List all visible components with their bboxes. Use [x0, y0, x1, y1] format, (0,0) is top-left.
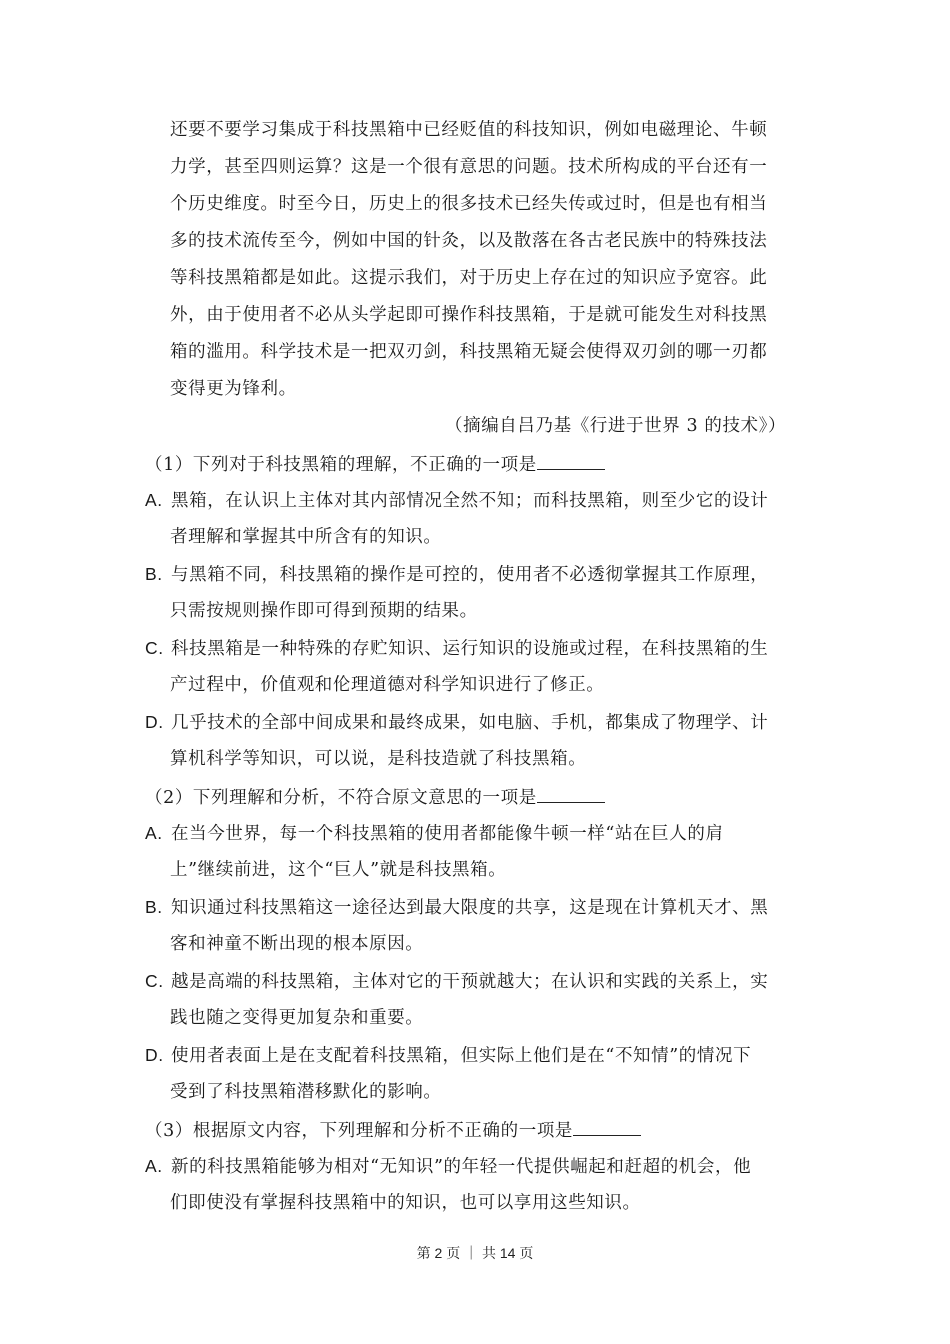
q3-option-a	[145, 1154, 751, 1179]
passage-source: （摘编自吕乃基《行进于世界 3 的技术》）	[445, 416, 787, 436]
option-text: 知识通过科技黑箱这一途径达到最大限度的共享，这是现在计算机天才、黑	[171, 898, 769, 918]
q3-option-a-cont: 们即使没有掌握科技黑箱中的知识，也可以享用这些知识。	[170, 1193, 641, 1213]
passage-line: 等科技黑箱都是如此。这提示我们，对于历史上存在过的知识应予宽容。此	[170, 268, 768, 288]
passage-line: 箱的滥用。科学技术是一把双刃剑，科技黑箱无疑会使得双刃剑的哪一刃都	[170, 342, 768, 362]
option-text: 越是高端的科技黑箱，主体对它的干预就越大；在认识和实践的关系上，实	[171, 972, 769, 992]
q2-option-d	[145, 1043, 751, 1068]
q1-option-d-cont: 算机科学等知识，可以说，是科技造就了科技黑箱。	[170, 749, 587, 769]
option-letter: D.	[145, 712, 164, 732]
passage-line: 多的技术流传至今，例如中国的针灸，以及散落在各古老民族中的特殊技法	[170, 231, 768, 251]
option-text: 与黑箱不同，科技黑箱的操作是可控的，使用者不必透彻掌握其工作原理，	[171, 565, 769, 585]
q1-option-b-cont: 只需按规则操作即可得到预期的结果。	[170, 601, 478, 621]
option-text: 在当今世界，每一个科技黑箱的使用者都能像牛顿一样“站在巨人的肩	[171, 824, 724, 844]
question-stem-text: （1）下列对于科技黑箱的理解，不正确的一项是	[145, 455, 537, 475]
option-letter: A.	[145, 1156, 163, 1176]
option-letter: B.	[145, 564, 163, 584]
passage-line: 还要不要学习集成于科技黑箱中已经贬值的科技知识，例如电磁理论、牛顿	[170, 120, 768, 140]
option-text: 新的科技黑箱能够为相对“无知识”的年轻一代提供崛起和赶超的机会，他	[171, 1157, 752, 1177]
option-letter: D.	[145, 1045, 164, 1065]
option-letter: A.	[145, 823, 163, 843]
answer-blank	[537, 451, 605, 470]
option-letter: B.	[145, 897, 163, 917]
q1-option-a-cont: 者理解和掌握其中所含有的知识。	[170, 527, 442, 547]
q2-option-b	[145, 895, 768, 920]
option-letter: A.	[145, 490, 163, 510]
question-stem-text: （3）根据原文内容，下列理解和分析不正确的一项是	[145, 1121, 574, 1141]
q1-option-d	[145, 710, 768, 735]
option-text: 黑箱，在认识上主体对其内部情况全然不知；而科技黑箱，则至少它的设计	[171, 491, 769, 511]
q2-option-d-cont: 受到了科技黑箱潜移默化的影响。	[170, 1082, 442, 1102]
option-letter: C.	[145, 638, 164, 658]
q1-option-b	[145, 562, 768, 587]
page-footer: 第 2 页 ｜ 共 14 页	[416, 1245, 534, 1261]
q2-option-b-cont: 客和神童不断出现的根本原因。	[170, 934, 424, 954]
option-text: 科技黑箱是一种特殊的存贮知识、运行知识的设施或过程，在科技黑箱的生	[171, 639, 769, 659]
answer-blank	[573, 1117, 641, 1136]
q1-option-c	[145, 636, 768, 661]
passage-line: 个历史维度。时至今日，历史上的很多技术已经失传或过时，但是也有相当	[170, 194, 768, 214]
passage-line: 外，由于使用者不必从头学起即可操作科技黑箱，于是就可能发生对科技黑	[170, 305, 768, 325]
q2-option-c	[145, 969, 768, 994]
q1-option-c-cont: 产过程中，价值观和伦理道德对科学知识进行了修正。	[170, 675, 605, 695]
question-3-stem	[145, 1117, 641, 1143]
passage-line: 变得更为锋利。	[170, 379, 297, 399]
option-text: 使用者表面上是在支配着科技黑箱，但实际上他们是在“不知情”的情况下	[171, 1046, 752, 1066]
option-letter: C.	[145, 971, 164, 991]
q1-option-a	[145, 488, 768, 513]
q2-option-a	[145, 821, 724, 846]
question-stem-text: （2）下列理解和分析，不符合原文意思的一项是	[145, 788, 537, 808]
answer-blank	[537, 784, 605, 803]
passage-line: 力学，甚至四则运算？这是一个很有意思的问题。技术所构成的平台还有一	[170, 157, 768, 177]
q2-option-c-cont: 践也随之变得更加复杂和重要。	[170, 1008, 424, 1028]
question-2-stem	[145, 784, 605, 810]
option-text: 几乎技术的全部中间成果和最终成果，如电脑、手机，都集成了物理学、计	[171, 713, 769, 733]
q2-option-a-cont: 上”继续前进，这个“巨人”就是科技黑箱。	[170, 860, 507, 880]
question-1-stem	[145, 451, 605, 477]
